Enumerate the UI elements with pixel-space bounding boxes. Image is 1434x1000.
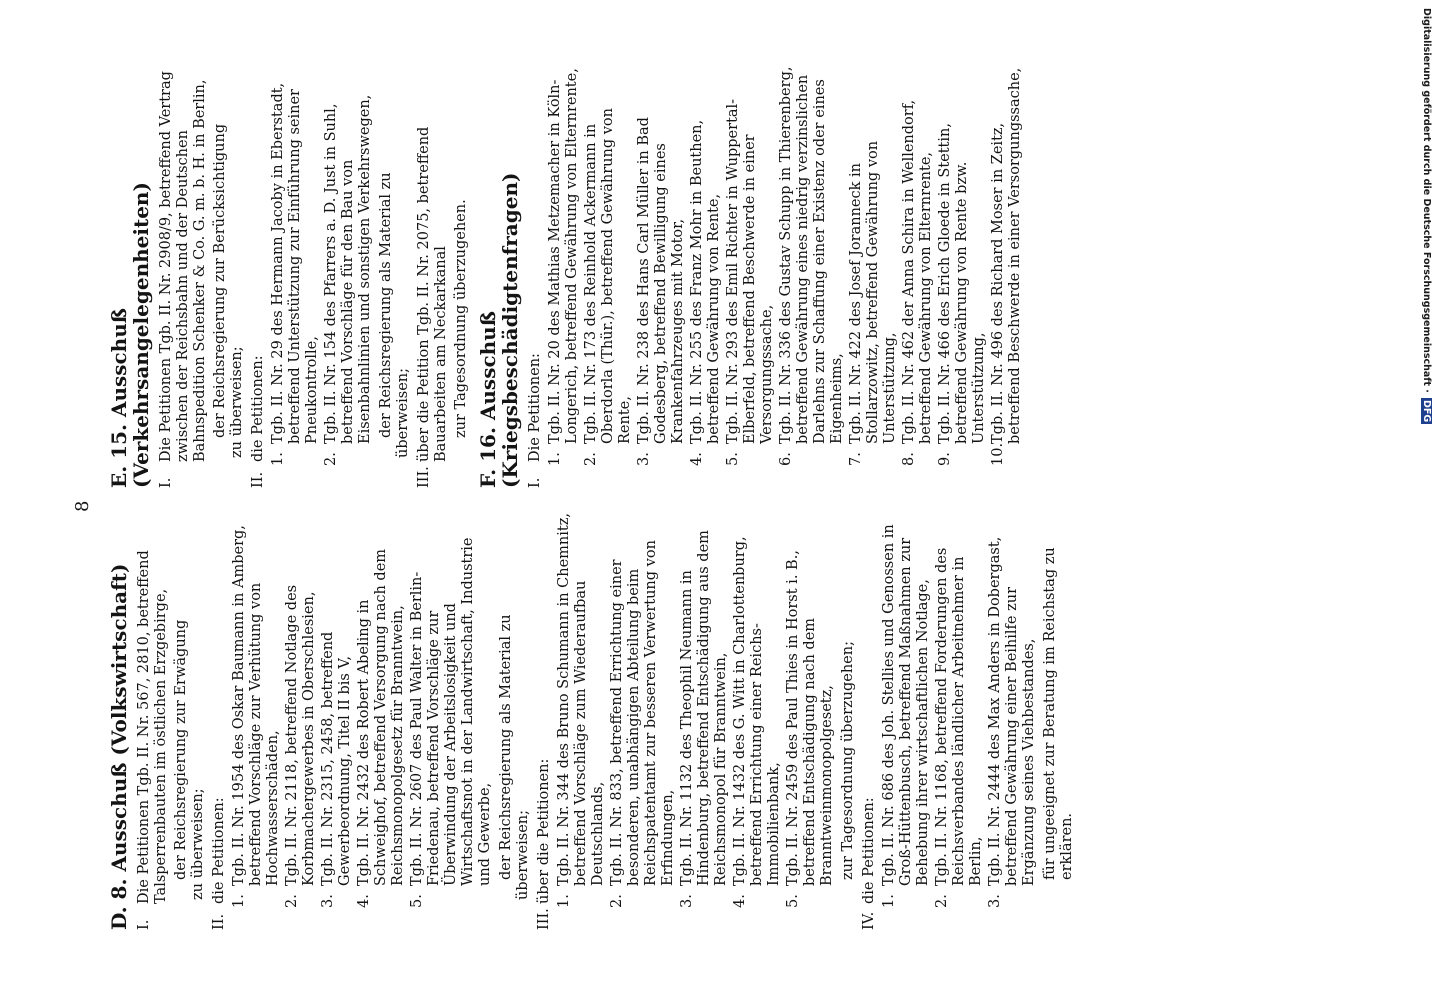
item-number: 1. <box>547 452 563 466</box>
item-text: Tgb. II. Nr. 2432 des Robert Abeling in Schweighof, betreffend Versorgung nach dem Reichsmonopolgesetz für Branntwein, <box>356 548 406 886</box>
item-text: Tgb. II. Nr. 2444 des Max Anders in Dobergast, betreffend Gewährung einer Beihilfe zur Ergänzung seines Viehbestandes, <box>987 536 1037 886</box>
section <box>477 64 1024 488</box>
part-label: I. <box>158 477 174 488</box>
part-intro <box>536 510 553 930</box>
petition-item <box>848 64 899 466</box>
part-intro <box>527 64 544 488</box>
section <box>108 510 1076 930</box>
item-number: 4. <box>356 894 372 908</box>
item-number: 5. <box>409 894 425 908</box>
decision <box>498 510 532 900</box>
part-intro-text: die Petitionen: <box>861 797 877 904</box>
item-number: 2. <box>583 452 599 466</box>
decision-line: der Reichsregierung zur Erwägung <box>173 619 189 880</box>
item-text: Tgb. II. Nr. 238 des Hans Carl Müller in Bad Godesberg, betreffend Bewilligung eines Krankenfahrzeuges mit Motor, <box>636 117 686 444</box>
item-number: 6. <box>778 452 794 466</box>
decision <box>453 64 470 458</box>
decision <box>173 510 207 900</box>
petition-item <box>583 64 634 466</box>
petition-item <box>636 64 687 466</box>
decision-line: überweisen; <box>395 367 411 458</box>
part-intro-text: Die Petitionen Tgb. II. Nr. 567, 2810, betreffend Talsperrenbauten im östlichen Erzgebirge, <box>136 550 169 904</box>
decision-line: zu überweisen; <box>229 346 245 458</box>
petition-item <box>679 510 730 908</box>
item-text: Tgb. II. Nr. 422 des Josef Joranneck in Stollarzowitz, betreffend Gewährung von Unterstützung, <box>848 140 898 444</box>
petition-list <box>547 64 1024 488</box>
item-text: Tgb. II. Nr. 344 des Bruno Schumann in Chemnitz, betreffend Vorschläge zum Wiederaufbau Deutschlands, <box>556 513 606 886</box>
decision-line: der Reichsregierung als Material zu <box>378 172 394 438</box>
item-number: 5. <box>725 452 741 466</box>
item-text: Tgb. II. Nr. 462 der Anna Schira in Wellendorf, betreffend Gewährung von Elternrente, <box>901 99 934 444</box>
part-label: III. <box>536 908 552 930</box>
item-text: Tgb. II. Nr. 833, betreffend Errichtung einer besonderen, unabhängigen Abteilung beim Reichspatentamt zur besseren Verwertung von Erfindungen, <box>609 540 676 886</box>
item-number: 10. <box>990 442 1006 466</box>
section-heading: E. 15. Ausschuß (Verkehrsangelegenheiten) <box>107 182 153 488</box>
item-number: 2. <box>323 452 339 466</box>
item-text: Tgb. II. Nr. 29 des Hermann Jacoby in Eberstadt, betreffend Unterstützung zur Einführung seiner Pneukontrolle, <box>270 82 320 444</box>
item-number: 4. <box>732 894 748 908</box>
item-text: Tgb. II. Nr. 173 des Reinhold Ackermann in Oberdorla (Thür.), betreffend Gewährung von Rente, <box>583 108 633 444</box>
part-label: IV. <box>861 911 877 930</box>
part-label: I. <box>527 477 543 488</box>
petition-item <box>231 510 282 908</box>
petition-item <box>320 510 354 908</box>
petition-item <box>725 64 776 466</box>
part-intro-text: Die Petitionen: <box>527 353 543 462</box>
part-intro-text: Die Petitionen Tgb. II. Nr. 2908/9, betreffend Vertrag zwischen der Reichsbahn und der Deutschen Bahnspedition Schenker & Co. G. m. b. H. in Berlin, <box>158 71 208 462</box>
item-number: 3. <box>987 894 1003 908</box>
petition-list <box>231 510 494 930</box>
stamp-text: Digitalisierung gefördert durch die Deutsche Forschungsgemeinschaft · <box>1421 8 1432 397</box>
petition-list <box>881 510 1038 930</box>
section-heading: F. 16. Ausschuß (Kriegsbeschädigtenfragen) <box>476 172 522 488</box>
petition-item <box>778 64 846 466</box>
part-intro <box>250 64 267 488</box>
item-number: 1. <box>231 894 247 908</box>
item-number: 3. <box>636 452 652 466</box>
part-intro <box>416 64 450 488</box>
dfg-logo: DFG <box>1421 400 1432 423</box>
item-number: 1. <box>556 894 572 908</box>
part-intro-text: die Petitionen: <box>211 797 227 904</box>
item-number: 2. <box>284 894 300 908</box>
item-text: Tgb. II. Nr. 255 des Franz Mohr in Beuthen, betreffend Gewährung von Rente, <box>689 119 722 444</box>
petition-item <box>785 510 836 908</box>
item-number: 3. <box>320 894 336 908</box>
decision-line: der Reichsregierung als Material zu <box>498 614 514 880</box>
item-number: 1. <box>270 452 286 466</box>
section-heading: D. 8. Ausschuß (Volkswirtschaft) <box>107 563 131 930</box>
petition-item <box>990 64 1024 466</box>
item-text: Tgb. II. Nr. 154 des Pfarrers a. D. Just in Suhl, betreffend Vorschläge für den Bau von Eisenbahnlinien und sonstigen Verkehrswegen, <box>323 94 373 444</box>
part-intro <box>861 510 878 930</box>
part-label: I. <box>136 919 152 930</box>
item-text: Tgb. II. Nr. 1168, betreffend Forderungen des Reichsverbandes ländlicher Arbeitnehmer in Berlin, <box>934 547 984 886</box>
item-text: Tgb. II. Nr. 1432 des G. Witt in Charlottenburg, betreffend Errichtung einer Reichs-Immobilienbank, <box>732 536 782 886</box>
item-text: Tgb. II. Nr. 686 des Joh. Stellies und Genossen in Groß-Hüttenbusch, betreffend Maßnahmen zur Behebung ihrer wirtschaftlichen Notlage, <box>881 524 931 886</box>
part-intro <box>158 64 209 488</box>
decision-line: zur Tagesordnung überzugehen; <box>840 641 856 880</box>
petition-item <box>284 510 318 908</box>
decision <box>840 510 857 900</box>
part-intro-text: die Petitionen: <box>250 355 266 462</box>
petition-item <box>732 510 783 908</box>
item-number: 9. <box>937 452 953 466</box>
petition-item <box>881 510 932 908</box>
item-text: Tgb. II. Nr. 20 des Mathias Metzemacher in Köln-Longerich, betreffend Gewährung von Elternrente, <box>547 68 580 444</box>
petition-item <box>323 64 374 466</box>
part-intro <box>211 510 228 930</box>
item-text: Tgb. II. Nr. 496 des Richard Moser in Zeitz, betreffend Beschwerde in einer Versorgungssache, <box>990 67 1023 444</box>
item-text: Tgb. II. Nr. 293 des Emil Richter in Wuppertal-Elberfeld, betreffend Beschwerde in einer Versorgungssache, <box>725 98 775 444</box>
part-intro <box>136 510 170 930</box>
item-text: Tgb. II. Nr. 2607 des Paul Walter in Berlin-Friedenau, betreffend Vorschläge zur Überwindung der Arbeitslosigkeit und Wirtschaftsnot in der Landwirtschaft, Industrie und Gewerbe, <box>409 537 493 886</box>
page-number: 8 <box>72 500 93 512</box>
decision-line: zur Tagesordnung überzugehen. <box>453 199 469 438</box>
part-intro-text: über die Petitionen: <box>536 758 552 904</box>
decision-line: zu überweisen; <box>190 788 206 900</box>
petition-item <box>356 510 407 908</box>
petition-item <box>409 510 494 908</box>
item-text: Tgb. II. Nr. 466 des Erich Gloede in Stettin, betreffend Gewährung von Rente bzw. Unterstützung, <box>937 123 987 444</box>
item-text: Tgb. II. Nr. 336 des Gustav Schupp in Thierenberg, betreffend Gewährung eines niedrig verzinslichen Darlehns zur Schaffung einer Existenz oder eines Eigenheims, <box>778 66 845 444</box>
petition-item <box>547 64 581 466</box>
section <box>108 64 470 488</box>
item-text: Tgb. II. Nr. 2315, 2458, betreffend Gewerbeordnung, Titel II bis V, <box>320 631 353 886</box>
decision-line: für ungeeignet zur Beratung im Reichstag zu erklären. <box>1042 547 1075 880</box>
petition-item <box>901 64 935 466</box>
petition-item <box>934 510 985 908</box>
item-text: Tgb. II. Nr. 2118, betreffend Notlage des Korbmachergewerbes in Oberschlesien, <box>284 584 317 886</box>
item-text: Tgb. II. Nr. 1132 des Theophil Neumann in Hindenburg, betreffend Entschädigung aus dem Reichsmonopol für Branntwein, <box>679 530 729 886</box>
right-column <box>108 64 1031 488</box>
decision-line: der Reichsregierung zur Berücksichtigung <box>212 123 228 438</box>
item-number: 7. <box>848 452 864 466</box>
item-number: 1. <box>881 894 897 908</box>
part-label: II. <box>211 913 227 930</box>
petition-item <box>937 64 988 466</box>
left-column <box>108 510 1083 930</box>
item-number: 2. <box>609 894 625 908</box>
item-number: 4. <box>689 452 705 466</box>
petition-item <box>270 64 321 466</box>
petition-list <box>270 64 374 488</box>
petition-item <box>556 510 607 908</box>
part-label: II. <box>250 471 266 488</box>
petition-item <box>987 510 1038 908</box>
item-number: 5. <box>785 894 801 908</box>
decision <box>1042 510 1076 900</box>
petition-item <box>689 64 723 466</box>
decision-line: überweisen; <box>515 809 531 900</box>
item-number: 8. <box>901 452 917 466</box>
item-text: Tgb. II. Nr. 2459 des Paul Thies in Horst i. B., betreffend Entschädigung nach dem Branntweinmonopolgesetz, <box>785 550 835 886</box>
decision <box>212 64 246 458</box>
part-label: III. <box>416 466 432 488</box>
petition-item <box>609 510 677 908</box>
item-text: Tgb. II. Nr. 1954 des Oskar Baumann in Amberg, betreffend Vorschläge zur Verhütung von Hochwasserschäden, <box>231 525 281 886</box>
decision <box>378 64 412 458</box>
item-number: 2. <box>934 894 950 908</box>
item-number: 3. <box>679 894 695 908</box>
petition-list <box>556 510 836 930</box>
part-intro-text: über die Petition Tgb. II. Nr. 2075, betreffend Bauarbeiten am Neckarkanal <box>416 126 449 462</box>
